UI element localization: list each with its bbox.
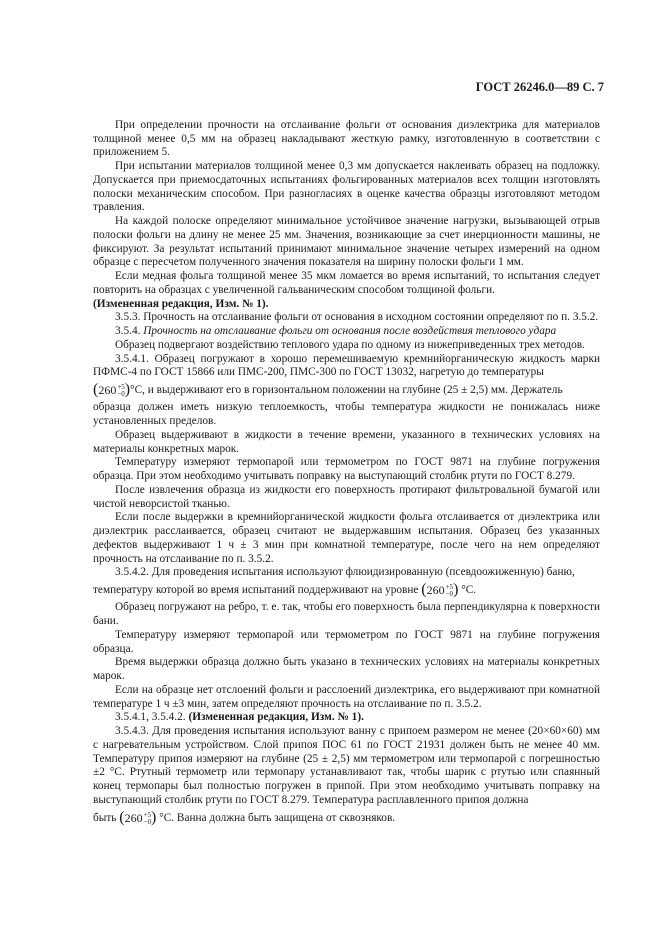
- paragraph-12: После извлечения образца из жидкости его поверхность протирают фильтровальной бумагой или чистой неворсистой тканью.: [93, 483, 600, 510]
- paragraph-17: Время выдержки образца должно быть указано в технических условиях на материалы конкретных марок.: [93, 656, 600, 682]
- paragraph-6: 3.5.3. Прочность на отслаивание фольги от основания в исходном состоянии определяют по п. 3.5.2.: [115, 311, 599, 324]
- paragraph-16: Температуру измеряют термопарой или термометром по ГОСТ 9871 на глубине погружения образца.: [93, 628, 600, 655]
- paragraph-8: Образец подвергают воздействию теплового удара по одному из нижеприведенных трех методов.: [115, 338, 585, 351]
- temperature-formula: (260 +5 −0 ): [119, 808, 157, 826]
- paragraph-14a: 3.5.4.2. Для проведения испытания используют флюидизированную (псевдоожиженную) баню,: [115, 566, 575, 579]
- paragraph-9c: образца должен иметь низкую теплоемкость, чтобы температура жидкости не понижалась ниже установленных пределов.: [93, 401, 600, 427]
- paragraph-20: 3.5.4.3. Для проведения испытания используют ванну с припоем размером не менее (20×60×60) мм с нагревательным устройством. Слой припоя ПОС 61 по ГОСТ 21931 должен быть не менее 40 мм. Температуру припоя измеряют на глубине (25 ± 2,5) мм термометром или термопарой с погрешностью ±2 °С. Ртутный термометр или термопару устанавливают так, чтобы шарик с ртутью или спаянный конец термопары был полностью погружен в припой. При этом необходимо учитывать поправку на выступающий столбик ртути по ГОСТ 8.279. Температура расплавленного припоя должна: [93, 725, 600, 806]
- paragraph-21: быть (260 +5 −0 ) °С. Ванна должна быть защищена от сквозняков.: [93, 808, 396, 826]
- paragraph-13: Если после выдержки в кремнийорганической жидкости фольга отслаивается от диэлектрика или диэлектрик расслаивается, образец считают не выдержавшим испытания. Образец без указанных дефектов выдерживают 1 ч ± 3 мин при комнатной температуре, после чего на нем определяют прочность на отслаивание по п. 3.5.2.: [93, 511, 600, 565]
- amendment-note-2: 3.5.4.1, 3.5.4.2. (Измененная редакция, Изм. № 1).: [115, 711, 364, 724]
- document-body: [93, 105, 600, 826]
- temperature-formula: (260 +5 −0 ): [93, 381, 131, 399]
- paragraph-2: При испытании материалов толщиной менее 0,3 мм допускается наклеивать образец на подложку. Допускается при приемосдаточных испытаниях фольгированных материалов всех толщин изготовлять полоски механическим способом. При разногласиях в оценке качества образцы изготовляют методом травления.: [93, 160, 600, 214]
- paragraph-15: Образец погружают на ребро, т. е. так, чтобы его поверхность была перпендикулярна к поверхности бани.: [93, 601, 600, 627]
- paragraph-18: Если на образце нет отслоений фольги и расслоений диэлектрика, его выдерживают при комнатной температуре 1 ч ±3 мин, затем определяют прочность на отслаивание по п. 3.5.2.: [93, 683, 600, 710]
- paragraph-1: При определении прочности на отслаивание фольги от основания диэлектрика для материалов толщиной менее 0,5 мм на образец накладывают жесткую рамку, изготовленную в соответствии с приложением 5.: [93, 118, 600, 159]
- section-heading-3-5-4: 3.5.4. Прочность на отслаивание фольги от основания после воздействия теплового удара: [115, 325, 557, 337]
- amendment-note: (Измененная редакция, Изм. № 1).: [93, 297, 269, 310]
- paragraph-4: Если медная фольга толщиной менее 35 мкм ломается во время испытаний, то испытания следует повторить на образцах с увеличенной гальваническим способом толщиной фольги.: [93, 270, 600, 296]
- paragraph-11: Температуру измеряют термопарой или термометром по ГОСТ 9871 на глубине погружения образца. При этом необходимо учитывать поправку на выступающий столбик ртути по ГОСТ 8.279.: [93, 456, 600, 482]
- temperature-formula: (260 +5 −0 ): [421, 581, 459, 599]
- paragraph: [93, 105, 600, 119]
- paragraph-14b: температуру которой во время испытаний поддерживают на уровне (260 +5 −0 ) °С.: [93, 581, 477, 599]
- page-header: ГОСТ 26246.0—89 С. 7: [475, 80, 604, 94]
- paragraph-10: Образец выдерживают в жидкости в течение времени, указанного в технических условиях на материалы конкретных марок.: [93, 428, 600, 455]
- paragraph-9a: 3.5.4.1. Образец погружают в хорошо перемешиваемую кремнийорганическую жидкость марки ПФМС-4 по ГОСТ 15866 или ПМС-200, ПМС-300 по ГОСТ 13032, нагретую до температуры: [93, 352, 600, 379]
- paragraph-3: На каждой полоске определяют минимальное устойчивое значение нагрузки, вызывающей отрыв полоски фольги на длину не менее 25 мм. Значения, возникающие за счет инерционности машины, не фиксируют. За результат испытаний принимают минимальное значение четырех измерений на одном образце с пересчетом полученного значения показателя на ширину полоски фольги 1 мм.: [93, 215, 600, 269]
- paragraph-9b: (260 +5 −0 )°С, и выдерживают его в горизонтальном положении на глубине (25 ± 2,5) мм. Держатель: [93, 381, 563, 399]
